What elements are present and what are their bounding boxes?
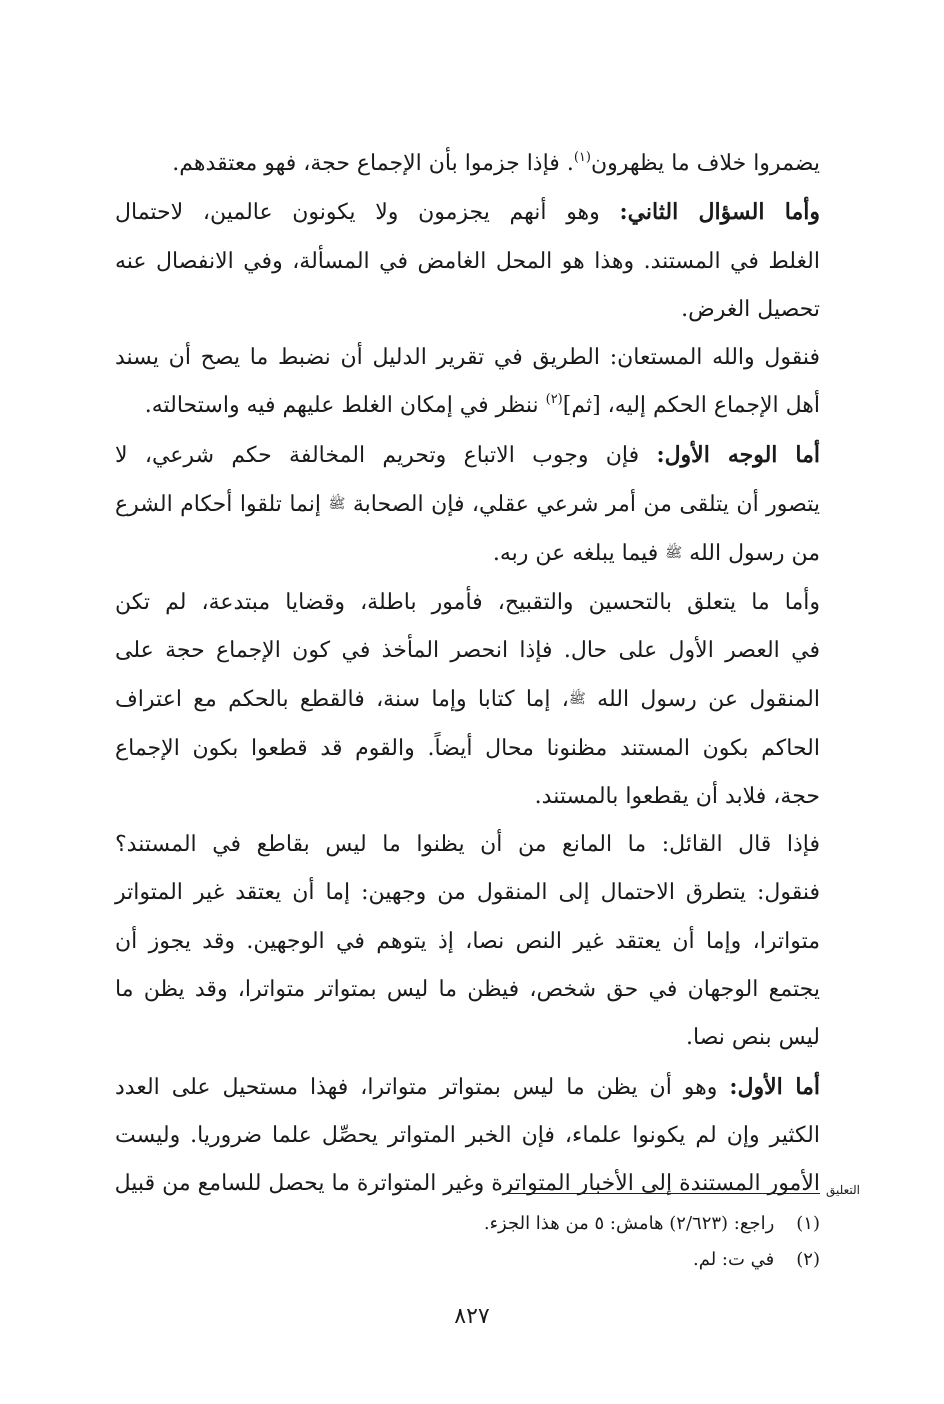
text-line	[115, 1063, 820, 1112]
text-line	[115, 286, 820, 334]
paragraph	[115, 821, 820, 1062]
line-text: حجة، فلابد أن يقطعوا بالمستند.	[534, 783, 820, 809]
footnote-ref: (١)	[573, 150, 591, 165]
footnote-text: راجع: (٢/٦٢٣) هامش: ٥ من هذا الجزء.	[483, 1213, 775, 1234]
section-heading: أما الأول:	[729, 1073, 821, 1100]
line-text: تحصيل الغرض.	[681, 296, 820, 322]
text-line	[115, 431, 820, 480]
line-text: يضمروا خلاف ما يظهرون	[590, 151, 820, 176]
footnote-1	[300, 1206, 820, 1242]
paragraph	[115, 579, 820, 821]
footnote-divider	[505, 1193, 820, 1194]
line-text: ننظر في إمكان الغلط عليهم فيه واستحالته.	[144, 393, 546, 419]
text-line	[115, 334, 820, 382]
text-line	[115, 480, 820, 529]
line-text: متواترا، وإما أن يعتقد غير النص نصا، إذ يتوهم في الوجهين. وقد يجوز أن	[115, 928, 820, 954]
text-line	[115, 1112, 820, 1160]
text-line	[115, 821, 820, 869]
text-line	[115, 966, 820, 1014]
footnote-ref: (٢)	[545, 392, 563, 408]
footnote-number: (٢)	[796, 1249, 820, 1270]
line-text: ليس بنص نصا.	[686, 1025, 820, 1051]
line-text: إنما تلقوا أحكام الشرع	[115, 492, 329, 518]
line-text: أهل الإجماع الحكم إليه، [ثم]	[562, 393, 820, 419]
line-text: من رسول الله	[682, 541, 820, 567]
paragraph	[115, 431, 820, 579]
text-line	[115, 627, 820, 675]
text-line	[115, 382, 820, 430]
line-text: المنقول عن رسول الله	[585, 687, 820, 713]
paragraph	[115, 140, 820, 188]
line-text: وهو أن يظن ما ليس بمتواتر متواترا، فهذا مستحيل على العدد	[115, 1074, 730, 1100]
text-line	[115, 238, 820, 286]
honorific-symbol: ﷺ	[665, 545, 683, 562]
text-line	[115, 773, 820, 821]
main-text	[115, 140, 820, 1209]
text-line	[115, 725, 820, 773]
line-text: الغلط في المستند. وهذا هو المحل الغامض في المسألة، وفي الانفصال عنه	[115, 248, 820, 274]
line-text: ، إما كتابا وإما سنة، فالقطع بالحكم مع اعتراف	[115, 687, 569, 713]
line-text: الأمور المستندة إلى الأخبار المتواترة وغير المتواترة ما يحصل للسامع من قبيل	[114, 1171, 820, 1197]
line-text: يتصور أن يتلقى من أمر شرعي عقلي، فإن الصحابة	[345, 492, 820, 518]
text-line	[115, 529, 820, 578]
paragraph	[115, 1063, 820, 1209]
text-line	[115, 1014, 820, 1062]
line-text: الكثير وإن لم يكونوا علماء، فإن الخبر المتواتر يحصِّل علما ضروريا. وليست	[115, 1122, 820, 1148]
line-text: يجتمع الوجهان في حق شخص، فيظن ما ليس بمتواتر متواترا، وقد يظن ما	[115, 977, 820, 1003]
line-text: فإن وجوب الاتباع وتحريم المخالفة حكم شرعي، لا	[115, 442, 657, 468]
footnotes	[300, 1206, 820, 1278]
text-line	[115, 675, 820, 724]
line-text: في العصر الأول على حال. فإذا انحصر المأخذ في كون الإجماع حجة على	[115, 637, 820, 663]
text-line	[115, 140, 820, 188]
section-heading: وأما السؤال الثاني:	[619, 199, 820, 226]
footnote-2	[300, 1242, 820, 1278]
paragraph	[115, 334, 820, 431]
footer-label: التعليق	[825, 1183, 860, 1197]
line-text: . فإذا جزموا بأن الإجماع حجة، فهو معتقدهم.	[172, 151, 574, 176]
line-text: وهو أنهم يجزمون ولا يكونون عالمين، لاحتمال	[115, 200, 620, 226]
line-text: فإذا قال القائل: ما المانع من أن يظنوا ما ليس بقاطع في المستند؟	[115, 832, 820, 858]
line-text: وأما ما يتعلق بالتحسين والتقبيح، فأمور باطلة، وقضايا مبتدعة، لم تكن	[115, 589, 820, 615]
line-text: الحاكم بكون المستند مظنونا محال أيضاً. والقوم قد قطعوا بكون الإجماع	[115, 735, 820, 761]
text-line	[115, 188, 820, 237]
line-text: فنقول والله المستعان: الطريق في تقرير الدليل أن نضبط ما يصح أن يسند	[115, 345, 820, 371]
line-text: فيما يبلغه عن ربه.	[492, 541, 666, 567]
footnote-number: (١)	[796, 1213, 820, 1234]
section-heading: أما الوجه الأول:	[656, 441, 820, 468]
text-line	[115, 869, 820, 917]
text-line	[115, 1160, 820, 1208]
footnote-text: في ت: لم.	[693, 1249, 775, 1270]
honorific-symbol: ﷺ	[568, 691, 586, 708]
text-line	[115, 918, 820, 966]
line-text: فنقول: يتطرق الاحتمال إلى المنقول من وجهين: إما أن يعتقد غير المتواتر	[115, 880, 820, 906]
text-line	[115, 579, 820, 627]
paragraph	[115, 188, 820, 334]
honorific-symbol: ﷺ	[328, 496, 346, 513]
page-number: ٨٢٧	[454, 1304, 490, 1329]
